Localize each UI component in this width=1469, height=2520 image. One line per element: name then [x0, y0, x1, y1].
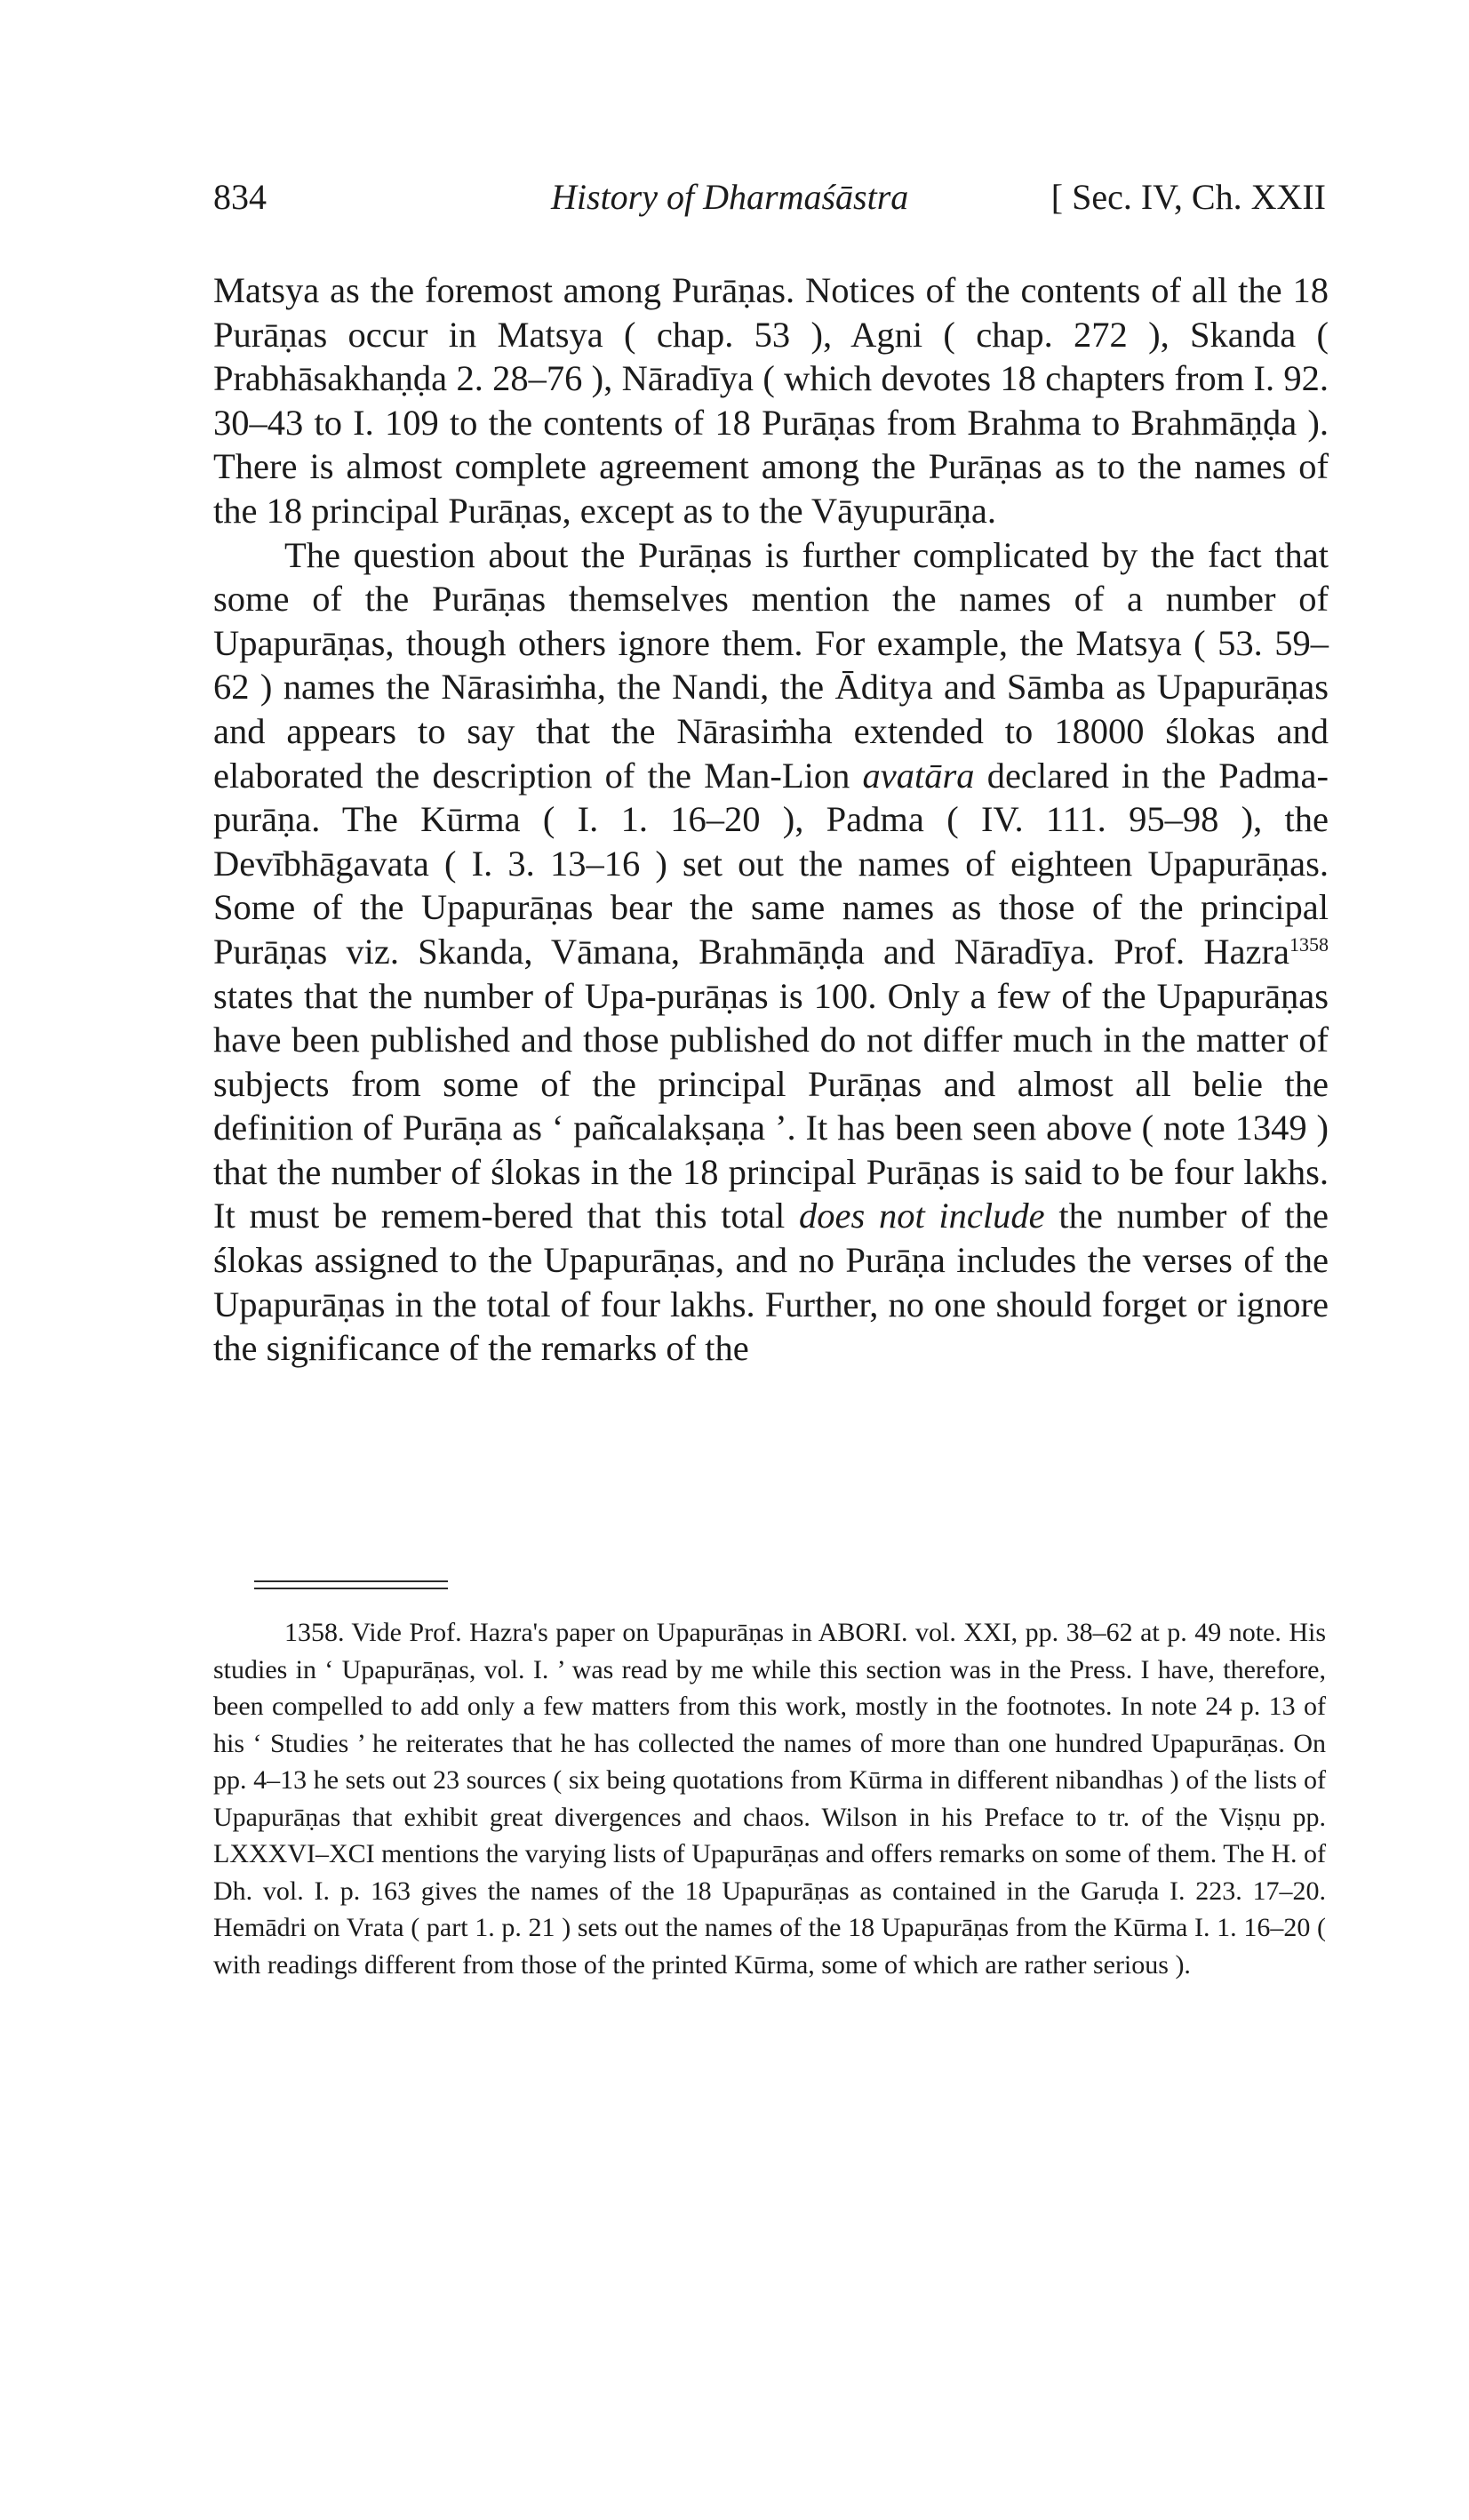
- paragraph-2-part-d: the number of the ślokas assigned to the Upapurāṇas, and no Purāṇa includes the verses of the Upapurāṇas in the total of four lakhs. Further, no one should forget or ignore the significance of the remarks of the: [213, 1196, 1329, 1369]
- paragraph-2: [213, 533, 1329, 1371]
- paragraph-2-part-b: declared in the Padma-purāṇa. The Kūrma ( I. 1. 16–20 ), Padma ( IV. 111. 95–98 ), the Devībhāgavata ( I. 3. 13–16 ) set out the names of eighteen Upapurāṇas. Some of the Upapurāṇas bear the same names as those of the principal Purāṇas viz. Skanda, Vāmana, Brahmāṇḍa and Nāradīya. Prof. Hazra: [213, 755, 1329, 972]
- footnote-text: 1358. Vide Prof. Hazra's paper on Upapurāṇas in ABORI. vol. XXI, pp. 38–62 at p. 49 note. His studies in ‘ Upapurāṇas, vol. I. ’ was read by me while this section was in the Press. I have, therefore, been compelled to add only a few matters from this work, mostly in the footnotes. In note 24 p. 13 of his ‘ Studies ’ he reiterates that he has collected the names of more than one hundred Upapurāṇas. On pp. 4–13 he sets out 23 sources ( six being quotations from Kūrma in different nibandhas ) of the lists of Upapurāṇas that exhibit great divergences and chaos. Wilson in his Preface to tr. of the Viṣṇu pp. LXXXVI–XCI mentions the varying lists of Upapurāṇas and offers remarks on some of them. The H. of Dh. vol. I. p. 163 gives the names of the 18 Upapurāṇas as contained in the Garuḍa I. 223. 17–20. Hemādri on Vrata ( part 1. p. 21 ) sets out the names of the 18 Upapurāṇas from the Kūrma I. 1. 16–20 ( with readings different from those of the printed Kūrma, some of which are rather serious ).: [213, 1618, 1326, 1980]
- section-reference: [ Sec. IV, Ch. XXII: [1050, 177, 1326, 217]
- emphasis-does-not-include: does not include: [798, 1196, 1045, 1236]
- footnote-rule-top: [254, 1580, 448, 1582]
- footnote-1358: [213, 1614, 1326, 1983]
- paragraph-2-part-c: states that the number of Upa-purāṇas is 100. Only a few of the Upapurāṇas have been published and those published do not differ much in the matter of subjects from some of the principal Purāṇas and almost all belie the definition of Purāṇa as ‘ pañcalakṣaṇa ’. It has been seen above ( note 1349 ) that the number of ślokas in the 18 principal Purāṇas is said to be four lakhs. It must be remem-bered that this total: [213, 975, 1329, 1236]
- main-text: [213, 268, 1329, 1371]
- avatara-term: avatāra: [862, 755, 975, 796]
- page-number: 834: [213, 177, 267, 217]
- running-header: [213, 176, 1326, 229]
- paragraph-2-part-a: The question about the Purāṇas is further complicated by the fact that some of the Purāṇas themselves mention the names of a number of Upapurāṇas, though others ignore them. For example, the Matsya ( 53. 59–62 ) names the Nārasiṁha, the Nandi, the Āditya and Sāmba as Upapurāṇas and appears to say that the Nārasiṁha extended to 18000 ślokas and elaborated the description of the Man-Lion: [213, 534, 1329, 796]
- footnote-reference: 1358: [1289, 932, 1329, 956]
- footnote-rule-bottom: [254, 1588, 448, 1589]
- paragraph-1: Matsya as the foremost among Purāṇas. Notices of the contents of all the 18 Purāṇas occur in Matsya ( chap. 53 ), Agni ( chap. 272 ), Skanda ( Prabhāsakhaṇḍa 2. 28–76 ), Nāradīya ( which devotes 18 chapters from I. 92. 30–43 to I. 109 to the contents of 18 Purāṇas from Brahma to Brahmāṇḍa ). There is almost complete agreement among the Purāṇas as to the names of the 18 principal Purāṇas, except as to the Vāyupurāṇa.: [213, 270, 1329, 531]
- book-title: History of Dharmaśāstra: [551, 177, 909, 217]
